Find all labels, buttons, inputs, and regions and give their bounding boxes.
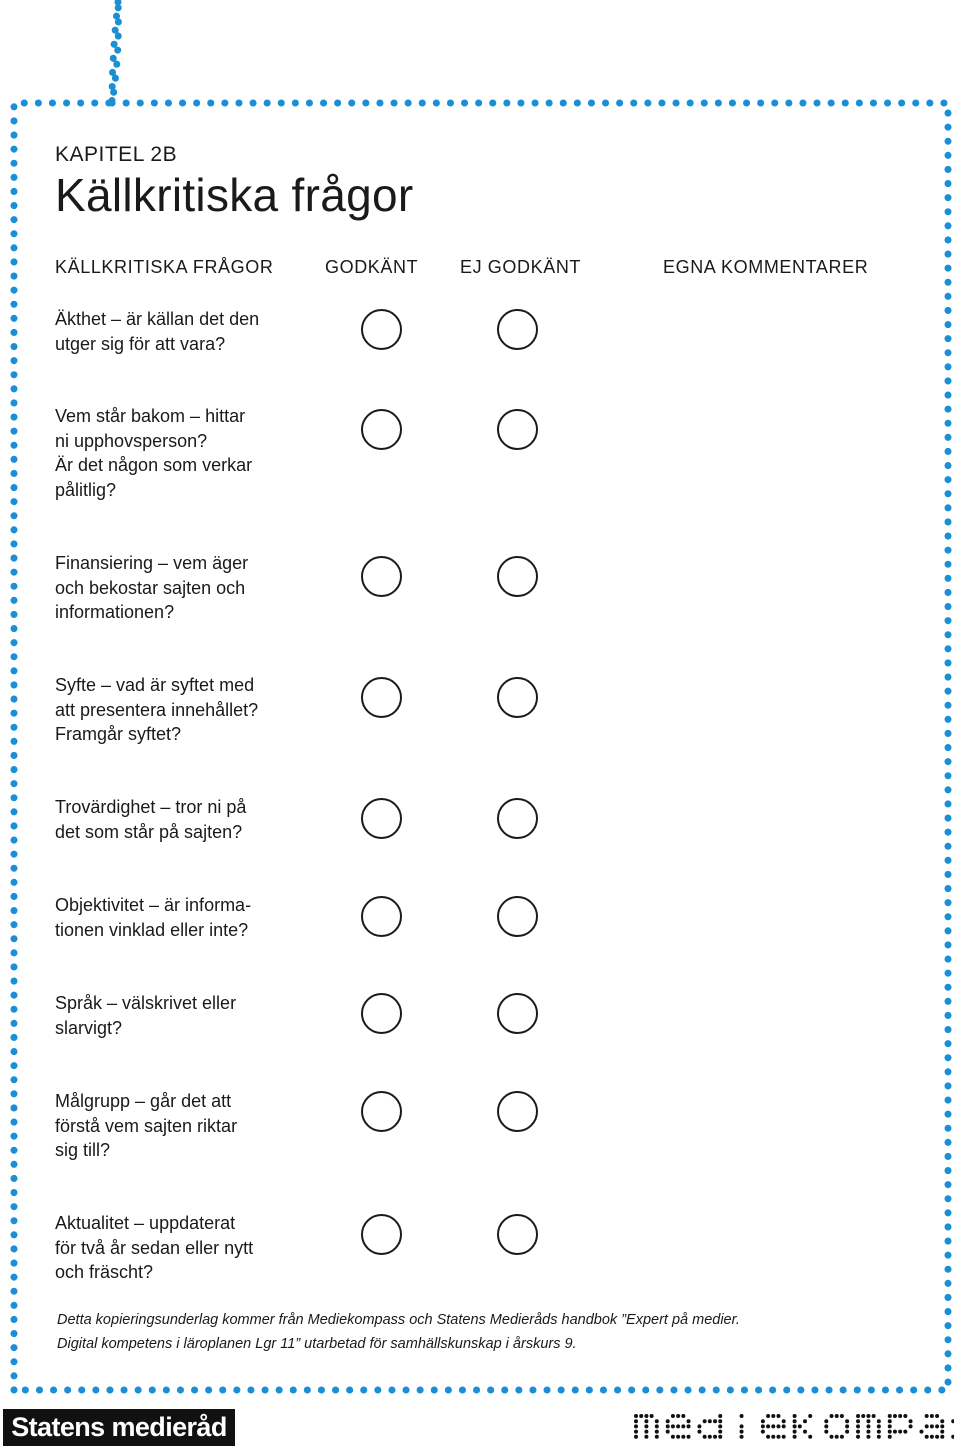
logo-dot bbox=[681, 1424, 685, 1428]
logo-dot bbox=[708, 1419, 712, 1423]
logo-dot bbox=[697, 1430, 701, 1434]
logo-dot bbox=[771, 1414, 775, 1418]
logo-dot bbox=[861, 1414, 865, 1418]
logo-dot bbox=[634, 1414, 638, 1418]
not-approved-checkbox[interactable] bbox=[497, 993, 538, 1034]
logo-dot bbox=[650, 1414, 654, 1418]
page-title: Källkritiska frågor bbox=[55, 169, 414, 221]
logo-dot bbox=[740, 1414, 744, 1418]
logo-dot bbox=[771, 1435, 775, 1439]
approved-checkbox[interactable] bbox=[361, 556, 402, 597]
logo-dot bbox=[824, 1419, 828, 1423]
logo-dot bbox=[888, 1435, 892, 1439]
logo-dot bbox=[671, 1414, 675, 1418]
question-text: Aktualitet – uppdaterat för två år sedan eller nytt och fräscht? bbox=[55, 1213, 254, 1282]
logo-dot bbox=[639, 1414, 643, 1418]
logo-dot bbox=[644, 1419, 648, 1423]
logo-dot bbox=[718, 1430, 722, 1434]
logo-dot bbox=[681, 1414, 685, 1418]
logo-dot bbox=[903, 1414, 907, 1418]
logo-dot bbox=[856, 1430, 860, 1434]
logo-dot bbox=[793, 1419, 797, 1423]
logo-dot bbox=[888, 1424, 892, 1428]
logo-dot bbox=[845, 1419, 849, 1423]
logo-dot bbox=[644, 1430, 648, 1434]
logo-dot bbox=[856, 1424, 860, 1428]
logo-dot bbox=[676, 1414, 680, 1418]
logo-dot bbox=[687, 1419, 691, 1423]
logo-dot bbox=[930, 1424, 934, 1428]
mediekompass-logo bbox=[634, 1408, 954, 1444]
logo-dot bbox=[866, 1424, 870, 1428]
logo-dot bbox=[909, 1424, 913, 1428]
logo-dot bbox=[940, 1430, 944, 1434]
logo-dot bbox=[793, 1430, 797, 1434]
logo-dot bbox=[708, 1435, 712, 1439]
logo-dot bbox=[888, 1430, 892, 1434]
logo-dot bbox=[888, 1414, 892, 1418]
logo-dot bbox=[909, 1419, 913, 1423]
logo-dot bbox=[940, 1424, 944, 1428]
approved-checkbox[interactable] bbox=[361, 309, 402, 350]
logo-dot bbox=[766, 1424, 770, 1428]
logo-dot bbox=[740, 1430, 744, 1434]
logo-dot bbox=[776, 1414, 780, 1418]
logo-dot bbox=[951, 1419, 954, 1423]
logo-dot bbox=[856, 1419, 860, 1423]
approved-checkbox[interactable] bbox=[361, 1214, 402, 1255]
logo-dot bbox=[877, 1430, 881, 1434]
logo-dot bbox=[935, 1414, 939, 1418]
logo-dot bbox=[808, 1414, 812, 1418]
logo-dot bbox=[681, 1435, 685, 1439]
logo-dot bbox=[845, 1424, 849, 1428]
logo-dot bbox=[676, 1435, 680, 1439]
logo-dot bbox=[835, 1435, 839, 1439]
logo-dot bbox=[644, 1414, 648, 1418]
logo-dot bbox=[925, 1435, 929, 1439]
logo-dot bbox=[893, 1414, 897, 1418]
approved-checkbox[interactable] bbox=[361, 798, 402, 839]
chapter-label: KAPITEL 2B bbox=[55, 143, 178, 166]
logo-dot bbox=[877, 1435, 881, 1439]
logo-dot bbox=[740, 1424, 744, 1428]
approved-checkbox[interactable] bbox=[361, 993, 402, 1034]
question-text: Målgrupp – går det att förstå vem sajten riktar sig till? bbox=[55, 1091, 238, 1160]
logo-dot bbox=[782, 1419, 786, 1423]
logo-dot bbox=[718, 1414, 722, 1418]
logo-dot bbox=[898, 1430, 902, 1434]
logo-dot bbox=[634, 1424, 638, 1428]
logo-dot bbox=[866, 1430, 870, 1434]
logo-dot bbox=[740, 1435, 744, 1439]
logo-dot bbox=[935, 1435, 939, 1439]
logo-dot bbox=[940, 1435, 944, 1439]
question-text: Trovärdighet – tror ni på det som står på sajten? bbox=[55, 797, 247, 842]
not-approved-checkbox[interactable] bbox=[497, 896, 538, 937]
logo-dot bbox=[893, 1430, 897, 1434]
logo-dot bbox=[824, 1430, 828, 1434]
logo-dot bbox=[930, 1414, 934, 1418]
logo-dot bbox=[718, 1435, 722, 1439]
statens-medierad-logo: Statens medieråd bbox=[3, 1409, 235, 1446]
logo-dot bbox=[856, 1414, 860, 1418]
footer-note-line-2: Digital kompetens i läroplanen Lgr 11” utarbetad för samhällskunskap i årskurs 9. bbox=[57, 1336, 577, 1352]
not-approved-checkbox[interactable] bbox=[497, 409, 538, 450]
logo-dot bbox=[666, 1424, 670, 1428]
approved-checkbox[interactable] bbox=[361, 896, 402, 937]
logo-dot bbox=[866, 1435, 870, 1439]
logo-dot bbox=[898, 1414, 902, 1418]
logo-dot bbox=[877, 1424, 881, 1428]
logo-dot bbox=[856, 1435, 860, 1439]
logo-dot bbox=[830, 1435, 834, 1439]
logo-dot bbox=[919, 1430, 923, 1434]
logo-dot bbox=[644, 1435, 648, 1439]
logo-dot bbox=[940, 1419, 944, 1423]
approved-checkbox[interactable] bbox=[361, 677, 402, 718]
logo-dot bbox=[824, 1424, 828, 1428]
logo-dot bbox=[793, 1414, 797, 1418]
approved-checkbox[interactable] bbox=[361, 1091, 402, 1132]
logo-dot bbox=[655, 1435, 659, 1439]
logo-dot bbox=[671, 1435, 675, 1439]
column-header-comments: EGNA KOMMENTARER bbox=[663, 257, 869, 277]
column-header-questions: KÄLLKRITISKA FRÅGOR bbox=[55, 257, 274, 277]
not-approved-checkbox[interactable] bbox=[497, 677, 538, 718]
logo-dot bbox=[713, 1435, 717, 1439]
logo-dot bbox=[793, 1424, 797, 1428]
logo-dot bbox=[803, 1430, 807, 1434]
logo-dot bbox=[782, 1424, 786, 1428]
logo-dot bbox=[872, 1414, 876, 1418]
logo-dot bbox=[840, 1414, 844, 1418]
logo-dot bbox=[782, 1435, 786, 1439]
question-text: Syfte – vad är syftet med att presentera innehållet? Framgår syftet? bbox=[55, 675, 259, 744]
logo-dot bbox=[930, 1435, 934, 1439]
logo-dot bbox=[840, 1435, 844, 1439]
logo-dot bbox=[925, 1424, 929, 1428]
column-header-not-approved: EJ GODKÄNT bbox=[460, 257, 582, 277]
logo-dot bbox=[671, 1424, 675, 1428]
logo-dot bbox=[845, 1430, 849, 1434]
question-text: Finansiering – vem äger och bekostar sajten och informationen? bbox=[55, 553, 249, 622]
not-approved-checkbox[interactable] bbox=[497, 798, 538, 839]
not-approved-checkbox[interactable] bbox=[497, 556, 538, 597]
logo-dot bbox=[676, 1424, 680, 1428]
logo-dot bbox=[718, 1419, 722, 1423]
logo-dot bbox=[925, 1414, 929, 1418]
logo-dot bbox=[803, 1419, 807, 1423]
logo-dot bbox=[713, 1419, 717, 1423]
question-text: Objektivitet – är informa- tionen vinklad eller inte? bbox=[55, 895, 252, 940]
logo-dot bbox=[793, 1435, 797, 1439]
logo-dot bbox=[703, 1419, 707, 1423]
logo-dot bbox=[666, 1419, 670, 1423]
logo-dot bbox=[866, 1419, 870, 1423]
logo-dot bbox=[903, 1430, 907, 1434]
not-approved-checkbox[interactable] bbox=[497, 1091, 538, 1132]
logo-dot bbox=[835, 1414, 839, 1418]
question-text: Äkthet – är källan det den utger sig för att vara? bbox=[55, 309, 260, 354]
logo-dot bbox=[771, 1424, 775, 1428]
logo-dot bbox=[634, 1435, 638, 1439]
logo-dot bbox=[655, 1430, 659, 1434]
logo-dot bbox=[761, 1424, 765, 1428]
logo-dot bbox=[634, 1430, 638, 1434]
logo-dot bbox=[644, 1424, 648, 1428]
logo-dot bbox=[766, 1414, 770, 1418]
logo-dot bbox=[697, 1424, 701, 1428]
question-text: Vem står bakom – hittar ni upphovsperson? Är det någon som verkar pålitlig? bbox=[55, 406, 253, 500]
logo-dot bbox=[935, 1424, 939, 1428]
logo-dot bbox=[666, 1430, 670, 1434]
logo-dot bbox=[687, 1435, 691, 1439]
logo-dot bbox=[761, 1430, 765, 1434]
logo-dot bbox=[687, 1424, 691, 1428]
logo-dot bbox=[766, 1435, 770, 1439]
logo-dot bbox=[703, 1435, 707, 1439]
logo-dot bbox=[634, 1419, 638, 1423]
question-text: Språk – välskrivet eller slarvigt? bbox=[55, 993, 237, 1038]
logo-dot bbox=[798, 1424, 802, 1428]
logo-dot bbox=[776, 1435, 780, 1439]
not-approved-checkbox[interactable] bbox=[497, 309, 538, 350]
logo-dot bbox=[951, 1435, 954, 1439]
logo-dot bbox=[776, 1424, 780, 1428]
logo-dot bbox=[718, 1424, 722, 1428]
logo-dot bbox=[877, 1419, 881, 1423]
logo-dot bbox=[655, 1424, 659, 1428]
logo-dot bbox=[655, 1419, 659, 1423]
footer-note-line-1: Detta kopieringsunderlag kommer från Mediekompass och Statens Medieråds handbok ”Expert på medier. bbox=[57, 1312, 740, 1328]
column-header-approved: GODKÄNT bbox=[325, 257, 419, 277]
logo-dot bbox=[808, 1435, 812, 1439]
logo-dot bbox=[830, 1414, 834, 1418]
not-approved-checkbox[interactable] bbox=[497, 1214, 538, 1255]
logo-dot bbox=[888, 1419, 892, 1423]
logo-dot bbox=[761, 1419, 765, 1423]
logo-dot bbox=[866, 1414, 870, 1418]
approved-checkbox[interactable] bbox=[361, 409, 402, 450]
